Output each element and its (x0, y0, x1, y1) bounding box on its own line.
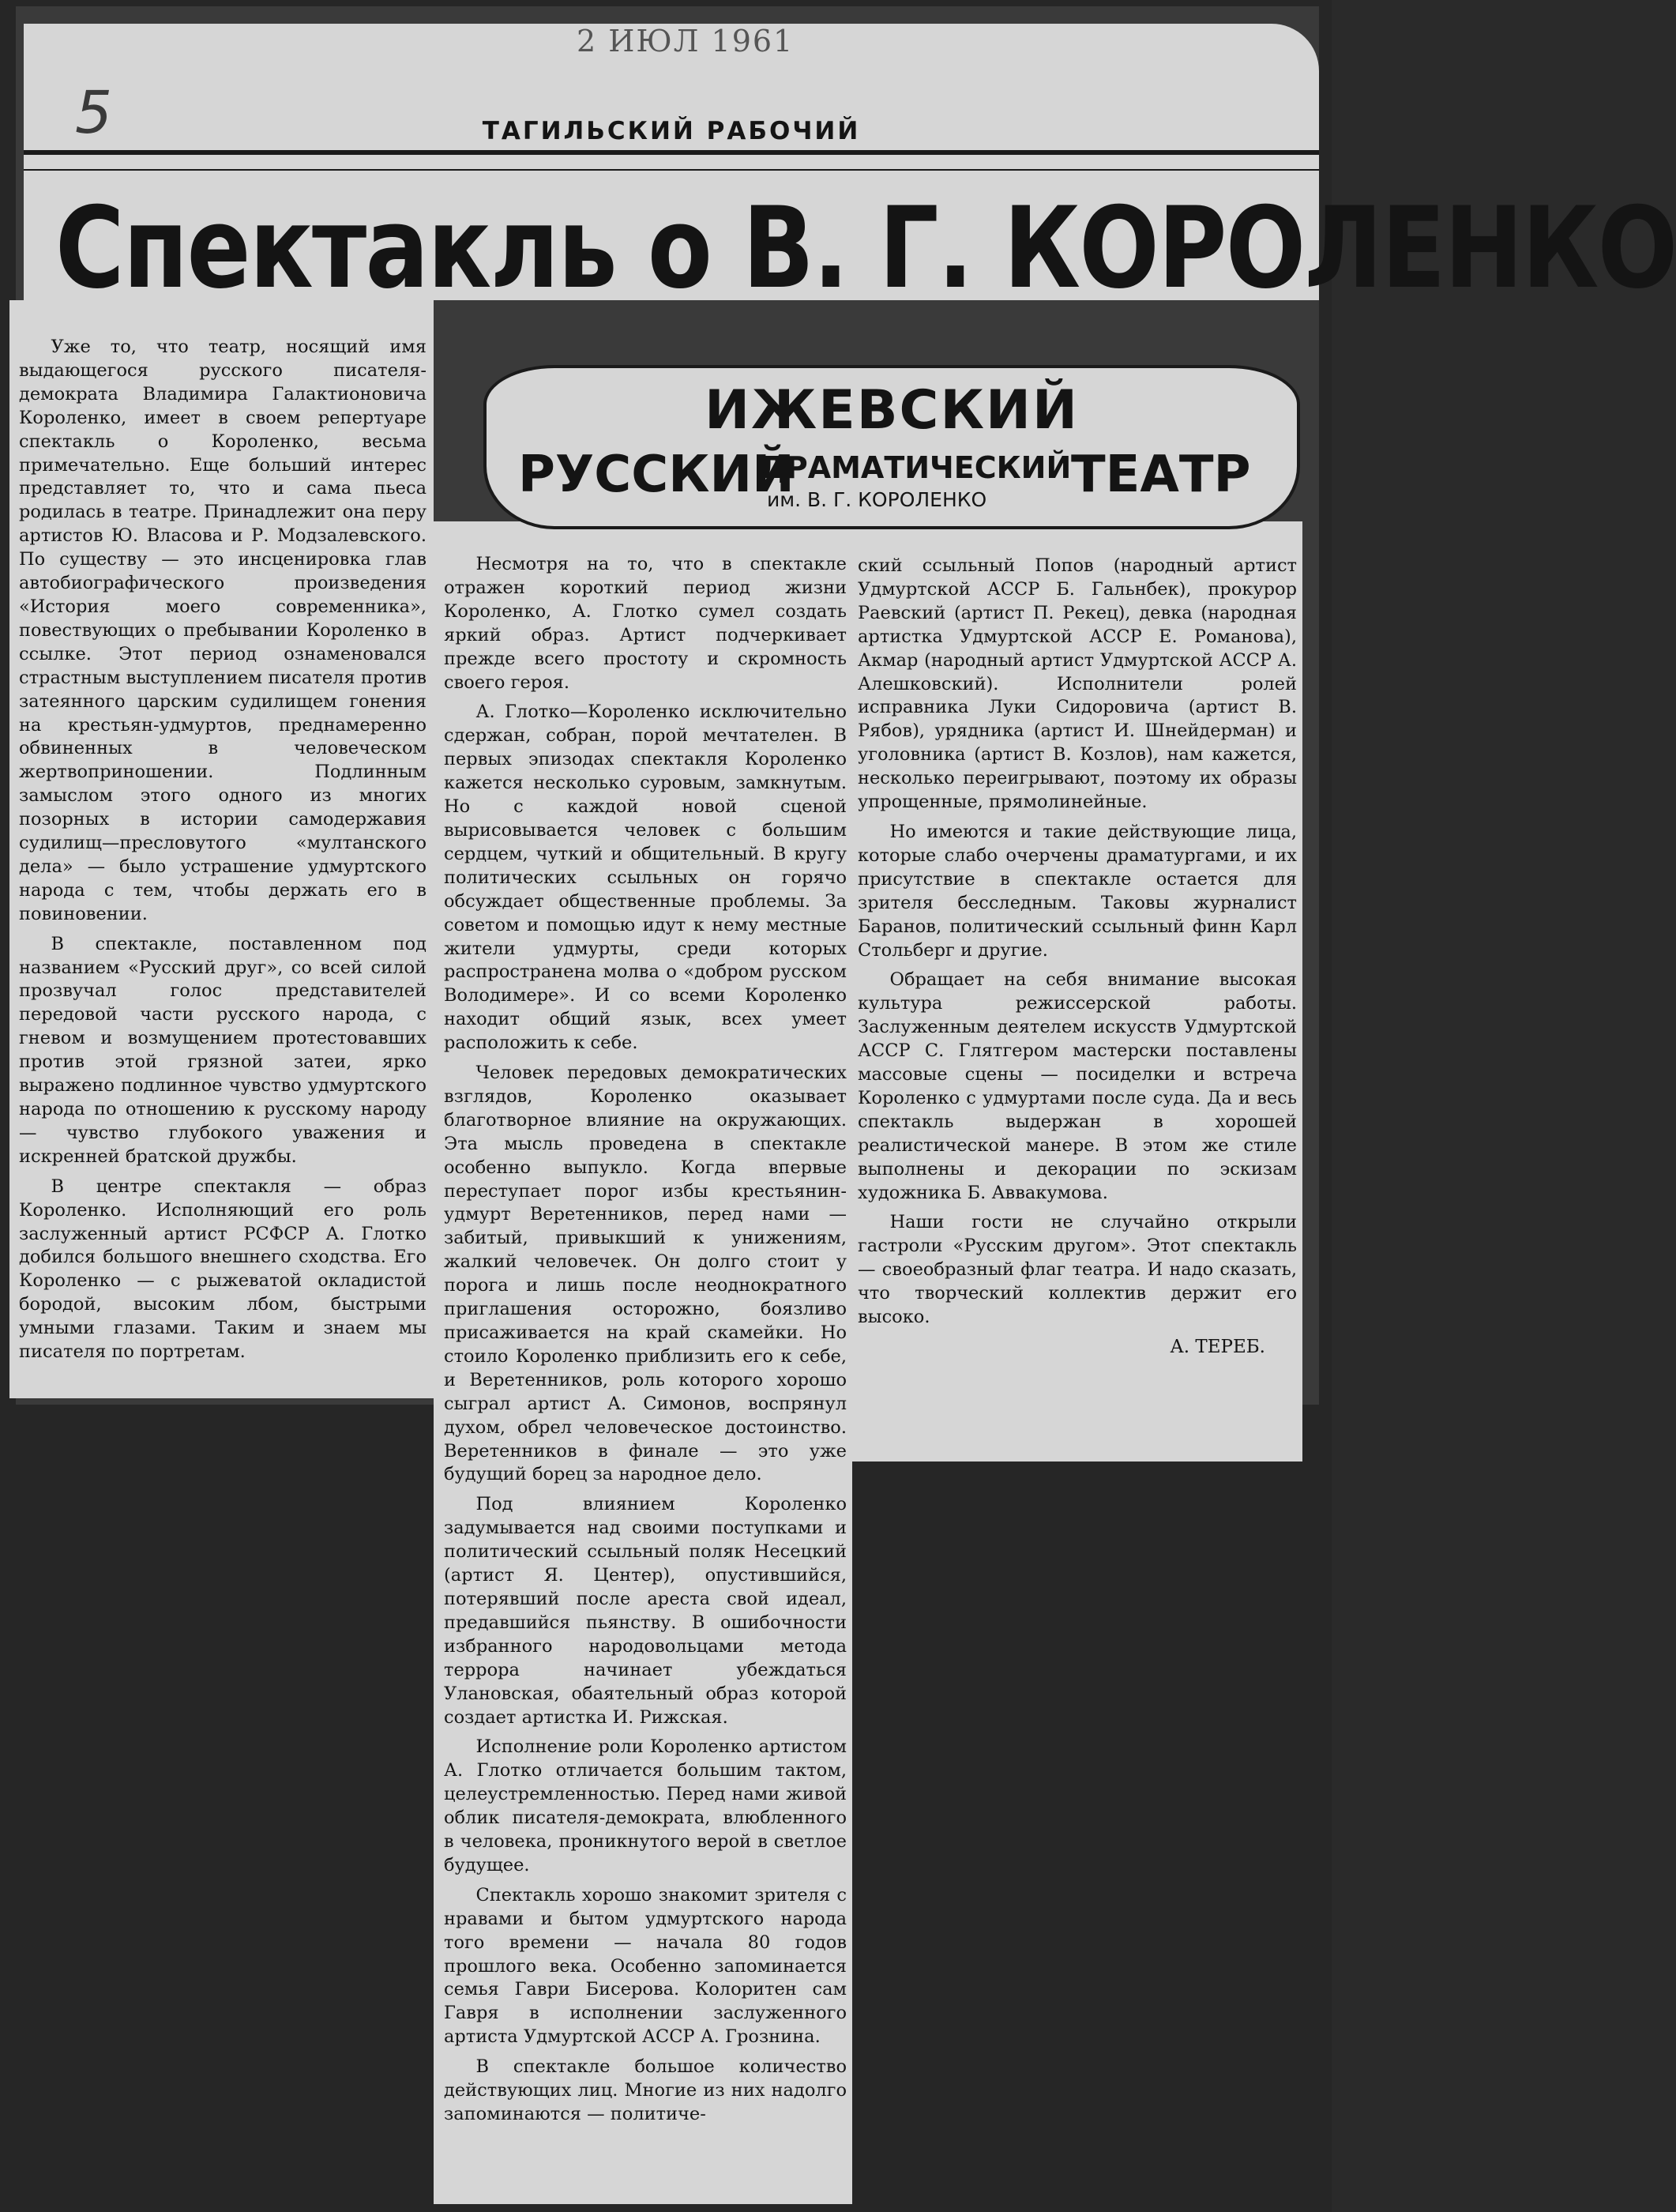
paragraph: В спектакле, поставленном под названием «Русский друг», со всей силой прозвучал голос представителей передовой части русского народа, с гневом и возмущением протестовавших против этой грязной затеи, ярко выражено подлинное чувство удмуртского народа по отношению к русскому народу — чувство глубокого уважения и искренней братской дружбы. (19, 933, 427, 1167)
theater-logo-city: ИЖЕВСКИЙ (705, 379, 1079, 442)
theater-logo-dramatic: ДРАМАТИЧЕСКИЙ (759, 450, 1072, 485)
theater-logo-name: им. В. Г. КОРОЛЕНКО (767, 488, 987, 511)
paragraph: Исполнение роли Короленко артистом А. Глотко отличается большим тактом, целеустремленностью. Перед нами живой облик писателя-демократа, влюбленного в человека, проникнутого верой в светлое будущее. (444, 1736, 847, 1875)
paragraph: ский ссыльный Попов (народный артист Удмуртской АССР Б. Гальнбек), прокурор Раевский (артист П. Рекец), девка (народная артистка Удмуртской АССР Е. Романова), Акмар (народный артист Удмуртской АССР А. Алешковский). Исполнители ролей исправника Луки Сидоровича (артист В. Рябов), урядника (артист И. Шнейдерман) и уголовника (артист В. Козлов), нам кажется, несколько переигрывают, поэтому их образы упрощенные, прямолинейные. (858, 555, 1297, 813)
paragraph: Наши гости не случайно открыли гастроли «Русским другом». Этот спектакль — своеобразный флаг театра. И надо сказать, что творческий коллектив держит его высоко. (858, 1212, 1297, 1328)
paragraph: Несмотря на то, что в спектакле отражен короткий период жизни Короленко, А. Глотко сумел создать яркий образ. Артист подчеркивает прежде всего простоту и скромность своего героя. (444, 554, 847, 693)
paragraph: Уже то, что театр, носящий имя выдающегося русского писателя-демократа Владимира Галактионовича Короленко, имеет в своем репертуаре спектакль о Короленко, весьма примечательно. Еще больший интерес представляет то, что и сама пьеса родилась в театре. Принадлежит она перу артистов Ю. Власова и Р. Модзалевского. По существу — это инсценировка глав автобиографического произведения «История моего современника», повествующих о пребывании Короленко в ссылке. Этот период ознаменовался страстным выступлением писателя против затеянного царским судилищем гонения на крестьян-удмуртов, преднамеренно обвиненных в человеческом жертвоприношении. Подлинным замыслом этого одного из многих позорных в истории самодержавия судилищ—пресловутого «мултанского дела» — было устрашение удмуртского народа с тем, чтобы держать его в повиновении. (19, 337, 427, 924)
paragraph: В центре спектакля — образ Короленко. Исполняющий его роль заслуженный артист РСФСР А. Глотко добился большого внешнего сходства. Его Короленко — с рыжеватой окладистой бородой, высоким лбом, быстрыми умными глазами. Таким и знаем мы писателя по портретам. (19, 1176, 427, 1363)
paragraph: Но имеются и такие действующие лица, которые слабо очерчены драматургами, и их присутствие в спектакле остается для зрителя бесследным. Таковы журналист Баранов, политический ссыльный финн Карл Стольберг и другие. (858, 821, 1297, 961)
paragraph: Спектакль хорошо знакомит зрителя с нравами и бытом удмуртского народа того времени — начала 80 годов прошлого века. Особенно запоминается семья Гаври Бисерова. Колоритен сам Гавря в исполнении заслуженного артиста Удмуртской АССР А. Грознина. (444, 1884, 847, 2048)
theater-logo-theater: ТЕАТР (1071, 446, 1251, 504)
article-column-3 (858, 555, 1297, 1360)
article-author: А. ТЕРЕБ. (1170, 1337, 1265, 1357)
newspaper-masthead: ТАГИЛЬСКИЙ РАБОЧИЙ (482, 117, 861, 145)
paragraph: Под влиянием Короленко задумывается над своими поступками и политический ссыльный поляк Несецкий (артист Я. Центер), опустившийся, потерявший после ареста свой идеал, предавшийся пьянству. В ошибочности избранного народовольцами метода террора начинает убеждаться Улановская, обаятельный образ которой создает артистка И. Рижская. (444, 1494, 847, 1728)
masthead-rule (24, 150, 1319, 155)
paragraph: А. Глотко—Короленко исключительно сдержан, собран, порой мечтателен. В первых эпизодах спектакля Короленко кажется несколько суровым, замкнутым. Но с каждой новой сценой вырисовывается человек с большим сердцем, чуткий и общительный. В кругу политических ссыльных он горячо обсуждает общественные проблемы. За советом и помощью идут к нему местные жители удмурты, среди которых распространена молва о «добром русском Володимере». И со всеми Короленко находит общий язык, всех умеет расположить к себе. (444, 702, 847, 1054)
paragraph: В спектакле большое количество действующих лиц. Многие из них надолго запоминаются — политиче- (444, 2056, 847, 2124)
paragraph: Человек передовых демократических взглядов, Короленко оказывает благотворное влияние на окружающих. Эта мысль проведена в спектакле особенно выпукло. Когда впервые переступает порог избы крестьянин-удмурт Веретенников, перед нами — забитый, привыкший к унижениям, жалкий человечек. Он долго стоит у порога и лишь после неоднократного приглашения осторожно, боязливо присаживается на край скамейки. Но стоило Короленко приблизить его к себе, и Веретенников, роль которого хорошо сыграл артист А. Симонов, воспрянул духом, обрел человеческое достоинство. Веретенников в финале — это уже будущий борец за народное дело. (444, 1063, 847, 1485)
theater-logo (483, 365, 1300, 529)
theater-logo-russian: РУССКИЙ (518, 446, 795, 504)
date-stamp: 2 ИЮЛ 1961 (577, 24, 795, 58)
handwritten-page-number: 5 (75, 79, 113, 147)
article-column-2 (444, 553, 847, 2133)
paragraph: Обращает на себя внимание высокая культура режиссерской работы. Заслуженным деятелем искусств Удмуртской АССР С. Глятгером мастерски поставлены массовые сцены — посиделки и встреча Короленко с удмуртами после суда. Да и весь спектакль выдержан в хорошей реалистической манере. В этом же стиле выполнены и декорации по эскизам художника Б. Аввакумова. (858, 969, 1297, 1203)
article-column-1 (19, 336, 427, 1371)
article-headline: Спектакль о В. Г. КОРОЛЕНКО (55, 183, 1676, 314)
